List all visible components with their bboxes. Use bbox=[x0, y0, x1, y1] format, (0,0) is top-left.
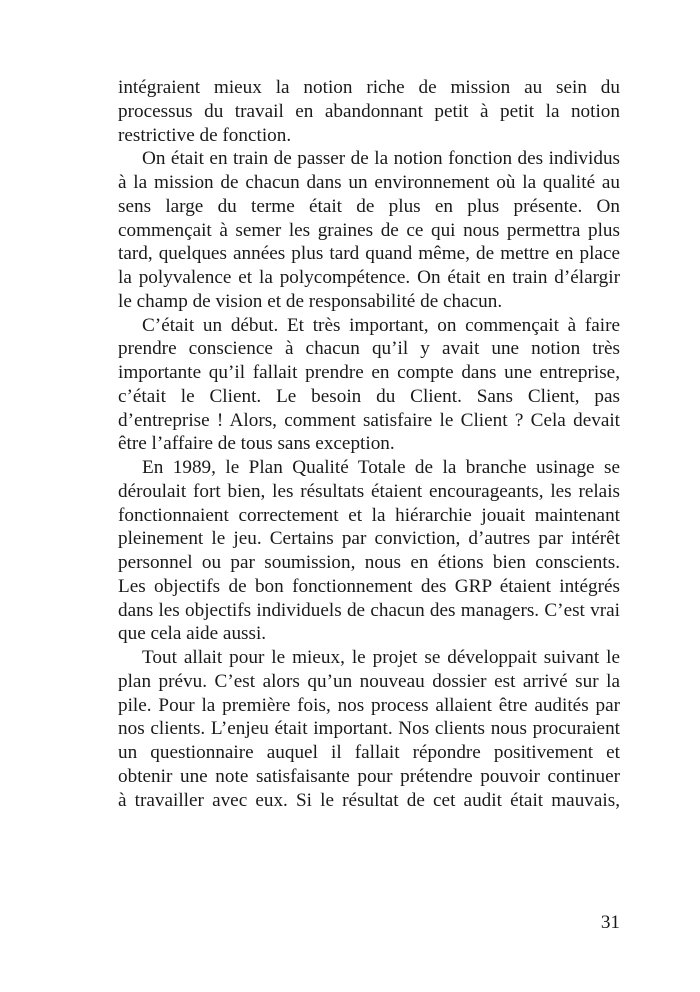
text-line: fonctionnaient correctement et la hiérarchie jouait maintenant bbox=[118, 504, 620, 526]
text-line: être l’affaire de tous sans exception. bbox=[118, 433, 395, 455]
text-line: personnel ou par soumission, nous en étions bien conscients. bbox=[118, 552, 620, 573]
text-line: C’était un début. Et très important, on commençait à faire bbox=[142, 314, 620, 336]
text-line: On était en train de passer de la notion fonction des individus bbox=[142, 148, 620, 170]
text-line: tard, quelques années plus tard quand même, de mettre en place bbox=[118, 243, 620, 265]
text-line: déroulait fort bien, les résultats étaient encourageants, les relais bbox=[118, 480, 620, 502]
text-line: commençait à semer les graines de ce qui nous permettra plus bbox=[118, 219, 620, 241]
paragraph bbox=[118, 147, 620, 313]
text-line: Tout allait pour le mieux, le projet se développait suivant le bbox=[142, 647, 620, 668]
text-line: En 1989, le Plan Qualité Totale de la branche usinage se bbox=[142, 457, 620, 478]
text-line: plan prévu. C’est alors qu’un nouveau dossier est arrivé sur la bbox=[118, 670, 620, 692]
text-line: obtenir une note satisfaisante pour prétendre pouvoir continuer bbox=[118, 765, 620, 787]
text-line: à la mission de chacun dans un environnement où la qualité au bbox=[118, 172, 620, 193]
page-number: 31 bbox=[600, 912, 620, 933]
text-line: intégraient mieux la notion riche de mission au sein du bbox=[118, 77, 620, 98]
text-line: restrictive de fonction. bbox=[118, 124, 292, 146]
text-line: processus du travail en abandonnant petit à petit la notion bbox=[118, 100, 620, 122]
body-text bbox=[118, 76, 620, 812]
text-line: le champ de vision et de responsabilité de chacun. bbox=[118, 290, 503, 312]
text-line: nos clients. L’enjeu était important. Nos clients nous procuraient bbox=[118, 718, 620, 740]
paragraph bbox=[118, 76, 620, 147]
text-line: la polyvalence et la polycompétence. On était en train d’élargir bbox=[118, 267, 620, 288]
text-line: à travailler avec eux. Si le résultat de cet audit était mauvais, bbox=[118, 789, 620, 811]
text-line: un questionnaire auquel il fallait répondre positivement et bbox=[118, 742, 620, 763]
paragraph bbox=[118, 646, 620, 812]
text-line: d’entreprise ! Alors, comment satisfaire le Client ? Cela devait bbox=[118, 409, 620, 431]
text-line: Les objectifs de bon fonctionnement des GRP étaient intégrés bbox=[118, 575, 620, 597]
paragraph bbox=[118, 314, 620, 457]
text-line: dans les objectifs individuels de chacun des managers. C’est vrai bbox=[118, 599, 620, 621]
text-line: importante qu’il fallait prendre en compte dans une entreprise, bbox=[118, 362, 620, 383]
text-line: sens large du terme était de plus en plus présente. On bbox=[118, 195, 620, 217]
text-line: que cela aide aussi. bbox=[118, 623, 267, 645]
text-line: pile. Pour la première fois, nos process allaient être audités par bbox=[118, 694, 620, 716]
text-line: prendre conscience à chacun qu’il y avait une notion très bbox=[118, 338, 620, 360]
paragraph bbox=[118, 456, 620, 646]
text-line: c’était le Client. Le besoin du Client. Sans Client, pas bbox=[118, 385, 620, 407]
text-line: pleinement le jeu. Certains par conviction, d’autres par intérêt bbox=[118, 528, 620, 550]
